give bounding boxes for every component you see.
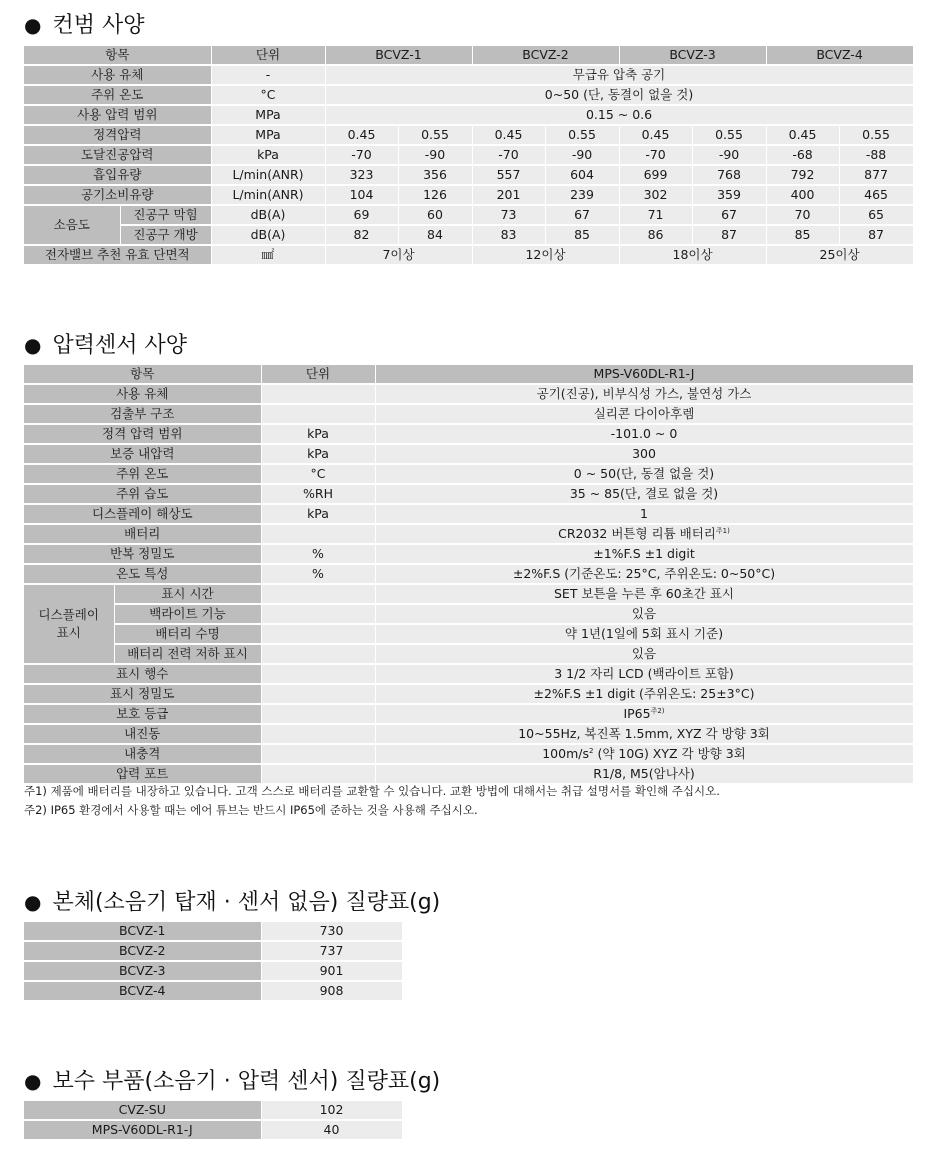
table-row xyxy=(24,941,402,961)
cell-value: 0.45 xyxy=(619,125,692,145)
bullet-icon: ● xyxy=(24,1069,42,1093)
table-row xyxy=(24,65,913,85)
row-value: 있음 xyxy=(375,644,913,664)
display-group-label-line2: 표시 xyxy=(56,625,81,640)
table-header-row xyxy=(24,365,913,384)
row-label: 배터리 xyxy=(24,524,261,544)
cell-value: 768 xyxy=(692,165,766,185)
cell-value: 65 xyxy=(839,205,913,225)
row-label: 사용 유체 xyxy=(24,384,261,404)
row-value xyxy=(375,704,913,724)
cell-value: 87 xyxy=(839,225,913,245)
row-unit xyxy=(261,704,375,724)
cell-value: 465 xyxy=(839,185,913,205)
table-row xyxy=(24,704,913,724)
row-unit: kPa xyxy=(261,444,375,464)
table-row xyxy=(24,424,913,444)
cell-value: -88 xyxy=(839,145,913,165)
model-cell: BCVZ-4 xyxy=(24,981,261,1001)
row-unit: kPa xyxy=(211,145,325,165)
row-label: 백라이트 기능 xyxy=(114,604,261,624)
cell-value: 0.45 xyxy=(325,125,398,145)
cell-value: 85 xyxy=(766,225,839,245)
shock-value-post: (약 10G) XYZ 각 방향 3회 xyxy=(593,746,746,761)
cell-value: 87 xyxy=(692,225,766,245)
row-unit: dB(A) xyxy=(211,225,325,245)
table-row xyxy=(24,744,913,764)
cell-value: 60 xyxy=(398,205,472,225)
row-label: 정격 압력 범위 xyxy=(24,424,261,444)
model-cell: BCVZ-3 xyxy=(24,961,261,981)
table-row xyxy=(24,604,913,624)
row-unit: L/min(ANR) xyxy=(211,165,325,185)
cell-value: 12이상 xyxy=(472,245,619,265)
table-row xyxy=(24,1101,402,1120)
table-row xyxy=(24,384,913,404)
row-label: 전자밸브 추천 유효 단면적 xyxy=(24,245,211,265)
row-label: 표시 정밀도 xyxy=(24,684,261,704)
row-value: 무급유 압축 공기 xyxy=(325,65,913,85)
weight-cell: 102 xyxy=(261,1101,402,1120)
row-value: 약 1년(1일에 5회 표시 기준) xyxy=(375,624,913,644)
row-unit: - xyxy=(211,65,325,85)
row-unit: L/min(ANR) xyxy=(211,185,325,205)
row-label: 내진동 xyxy=(24,724,261,744)
vacuum-spec-table xyxy=(24,46,914,266)
shock-value-pre: 100m/s xyxy=(542,746,589,761)
cell-value: 557 xyxy=(472,165,545,185)
weight-cell: 737 xyxy=(261,941,402,961)
section-title-parts-weight xyxy=(24,1068,440,1095)
row-label: 흡입유량 xyxy=(24,165,211,185)
cell-value: 85 xyxy=(545,225,619,245)
row-label: 사용 유체 xyxy=(24,65,211,85)
table-row xyxy=(24,444,913,464)
row-label: 표시 행수 xyxy=(24,664,261,684)
cell-value: 400 xyxy=(766,185,839,205)
footnote-1: 주1) 제품에 배터리를 내장하고 있습니다. 고객 스스로 배터리를 교환할 수 있습니다. 교환 방법에 대해서는 취급 설명서를 확인해 주십시오. xyxy=(24,784,720,798)
shock-value-sup: 2 xyxy=(589,746,594,755)
table-row xyxy=(24,1120,402,1140)
cell-value: -90 xyxy=(398,145,472,165)
row-unit: %RH xyxy=(261,484,375,504)
row-unit: kPa xyxy=(261,424,375,444)
row-unit: MPa xyxy=(211,125,325,145)
cell-value: 0.55 xyxy=(398,125,472,145)
section-title-text: 압력센서 사양 xyxy=(52,333,187,358)
header-unit: 단위 xyxy=(211,46,325,65)
table-row xyxy=(24,922,402,941)
row-label: 주위 습도 xyxy=(24,484,261,504)
cell-value: 302 xyxy=(619,185,692,205)
row-unit: MPa xyxy=(211,105,325,125)
section-title-body-weight xyxy=(24,889,440,916)
cell-value: 792 xyxy=(766,165,839,185)
cell-value: 18이상 xyxy=(619,245,766,265)
row-unit xyxy=(261,524,375,544)
row-label: 표시 시간 xyxy=(114,584,261,604)
protection-value: IP65 xyxy=(623,706,651,721)
cell-value: 201 xyxy=(472,185,545,205)
cell-value: 86 xyxy=(619,225,692,245)
model-cell: CVZ-SU xyxy=(24,1101,261,1120)
section-title-text: 컨범 사양 xyxy=(52,13,145,38)
cell-value: 0.45 xyxy=(472,125,545,145)
battery-value: CR2032 버튼형 리튬 배터리 xyxy=(558,526,716,541)
row-unit: dB(A) xyxy=(211,205,325,225)
table-row xyxy=(24,225,913,245)
table-row xyxy=(24,544,913,564)
cell-value: -70 xyxy=(325,145,398,165)
header-model: BCVZ-2 xyxy=(472,46,619,65)
cell-value: 699 xyxy=(619,165,692,185)
row-unit xyxy=(261,404,375,424)
row-unit xyxy=(261,584,375,604)
footnote-marker: 주1) xyxy=(715,526,730,535)
section-title-text: 본체(소음기 탑재 · 센서 없음) 질량표(g) xyxy=(52,890,441,915)
bullet-icon: ● xyxy=(24,333,42,357)
cell-value: 70 xyxy=(766,205,839,225)
row-unit xyxy=(261,724,375,744)
row-unit: °C xyxy=(261,464,375,484)
header-item: 항목 xyxy=(24,46,211,65)
row-label: 정격압력 xyxy=(24,125,211,145)
table-row xyxy=(24,245,913,265)
cell-value: 71 xyxy=(619,205,692,225)
header-item: 항목 xyxy=(24,365,261,384)
header-model: BCVZ-4 xyxy=(766,46,913,65)
footnote-marker: 주2) xyxy=(650,706,665,715)
bullet-icon: ● xyxy=(24,13,42,37)
cell-value: -70 xyxy=(472,145,545,165)
table-row xyxy=(24,624,913,644)
cell-value: 877 xyxy=(839,165,913,185)
row-unit: °C xyxy=(211,85,325,105)
cell-value: 0.55 xyxy=(692,125,766,145)
row-label: 온도 특성 xyxy=(24,564,261,584)
row-label: 공기소비유량 xyxy=(24,185,211,205)
row-value: 1 xyxy=(375,504,913,524)
row-label: 진공구 개방 xyxy=(120,225,211,245)
table-row xyxy=(24,764,913,784)
row-value: -101.0 ~ 0 xyxy=(375,424,913,444)
header-unit: 단위 xyxy=(261,365,375,384)
table-row xyxy=(24,664,913,684)
footnotes xyxy=(24,782,720,820)
table-row xyxy=(24,165,913,185)
table-row xyxy=(24,484,913,504)
footnote-2: 주2) IP65 환경에서 사용할 때는 에어 튜브는 반드시 IP65에 준하는 것을 사용해 주십시오. xyxy=(24,803,478,817)
row-value: R1/8, M5(암나사) xyxy=(375,764,913,784)
table-row xyxy=(24,145,913,165)
table-row xyxy=(24,524,913,544)
row-unit xyxy=(261,644,375,664)
row-unit xyxy=(261,384,375,404)
row-label: 진공구 막힘 xyxy=(120,205,211,225)
cell-value: -90 xyxy=(545,145,619,165)
cell-value: 239 xyxy=(545,185,619,205)
display-group-label-line1: 디스플레이 xyxy=(38,607,99,622)
table-row xyxy=(24,85,913,105)
row-label: 내충격 xyxy=(24,744,261,764)
cell-value: 323 xyxy=(325,165,398,185)
table-row xyxy=(24,564,913,584)
table-row xyxy=(24,125,913,145)
cell-value: 359 xyxy=(692,185,766,205)
cell-value: 0.55 xyxy=(545,125,619,145)
row-value: ±2%F.S (기준온도: 25°C, 주위온도: 0~50°C) xyxy=(375,564,913,584)
row-label: 사용 압력 범위 xyxy=(24,105,211,125)
table-row xyxy=(24,684,913,704)
table-row xyxy=(24,724,913,744)
cell-value: 82 xyxy=(325,225,398,245)
header-model: MPS-V60DL-R1-J xyxy=(375,365,913,384)
row-label: 주위 온도 xyxy=(24,85,211,105)
table-row xyxy=(24,504,913,524)
table-header-row xyxy=(24,46,913,65)
cell-value: 25이상 xyxy=(766,245,913,265)
table-row xyxy=(24,185,913,205)
row-unit xyxy=(261,684,375,704)
row-unit xyxy=(261,744,375,764)
cell-value: 7이상 xyxy=(325,245,472,265)
noise-group-label: 소음도 xyxy=(24,205,120,245)
row-value: SET 보튼을 누른 후 60초간 표시 xyxy=(375,584,913,604)
cell-value: 67 xyxy=(692,205,766,225)
row-label: 보호 등급 xyxy=(24,704,261,724)
cell-value: 67 xyxy=(545,205,619,225)
row-value: 300 xyxy=(375,444,913,464)
cell-value: 83 xyxy=(472,225,545,245)
row-label: 검출부 구조 xyxy=(24,404,261,424)
model-cell: BCVZ-2 xyxy=(24,941,261,961)
row-value: ±1%F.S ±1 digit xyxy=(375,544,913,564)
row-value: 0 ~ 50(단, 동결 없을 것) xyxy=(375,464,913,484)
weight-cell: 901 xyxy=(261,961,402,981)
row-value: 35 ~ 85(단, 결로 없을 것) xyxy=(375,484,913,504)
header-model: BCVZ-1 xyxy=(325,46,472,65)
row-value: ±2%F.S ±1 digit (주위온도: 25±3°C) xyxy=(375,684,913,704)
table-row xyxy=(24,205,913,225)
section-title-vacuum xyxy=(24,12,144,39)
cell-value: 126 xyxy=(398,185,472,205)
section-title-text: 보수 부품(소음기 · 압력 센서) 질량표(g) xyxy=(52,1069,441,1094)
table-row xyxy=(24,464,913,484)
weight-cell: 730 xyxy=(261,922,402,941)
table-row xyxy=(24,584,913,604)
cell-value: 104 xyxy=(325,185,398,205)
sensor-spec-table xyxy=(24,365,914,785)
row-label: 배터리 전력 저하 표시 xyxy=(114,644,261,664)
row-value xyxy=(375,744,913,764)
row-label: 반복 정밀도 xyxy=(24,544,261,564)
table-row xyxy=(24,981,402,1001)
table-row xyxy=(24,404,913,424)
cell-value: 84 xyxy=(398,225,472,245)
row-value: 0.15 ~ 0.6 xyxy=(325,105,913,125)
table-row xyxy=(24,644,913,664)
row-unit: % xyxy=(261,544,375,564)
row-label: 디스플레이 해상도 xyxy=(24,504,261,524)
row-value: 실리콘 다이아후렘 xyxy=(375,404,913,424)
row-unit xyxy=(261,624,375,644)
header-model: BCVZ-3 xyxy=(619,46,766,65)
cell-value: -68 xyxy=(766,145,839,165)
row-value: 있음 xyxy=(375,604,913,624)
display-group-label xyxy=(24,584,114,664)
row-value: 10~55Hz, 복진폭 1.5mm, XYZ 각 방향 3회 xyxy=(375,724,913,744)
row-value: 3 1/2 자리 LCD (백라이트 포함) xyxy=(375,664,913,684)
parts-weight-table xyxy=(24,1101,403,1141)
cell-value: -90 xyxy=(692,145,766,165)
row-label: 도달진공압력 xyxy=(24,145,211,165)
model-cell: BCVZ-1 xyxy=(24,922,261,941)
body-weight-table xyxy=(24,922,403,1002)
row-label: 보증 내압력 xyxy=(24,444,261,464)
cell-value: 73 xyxy=(472,205,545,225)
cell-value: 0.55 xyxy=(839,125,913,145)
section-title-sensor xyxy=(24,332,187,359)
cell-value: -70 xyxy=(619,145,692,165)
row-unit xyxy=(261,664,375,684)
row-unit: ㎟ xyxy=(211,245,325,265)
cell-value: 356 xyxy=(398,165,472,185)
row-unit xyxy=(261,604,375,624)
row-label: 주위 온도 xyxy=(24,464,261,484)
row-unit xyxy=(261,764,375,784)
row-value xyxy=(375,524,913,544)
row-value: 공기(진공), 비부식성 가스, 불연성 가스 xyxy=(375,384,913,404)
row-unit: kPa xyxy=(261,504,375,524)
row-label: 압력 포트 xyxy=(24,764,261,784)
weight-cell: 40 xyxy=(261,1120,402,1140)
bullet-icon: ● xyxy=(24,890,42,914)
model-cell: MPS-V60DL-R1-J xyxy=(24,1120,261,1140)
cell-value: 0.45 xyxy=(766,125,839,145)
weight-cell: 908 xyxy=(261,981,402,1001)
row-label: 배터리 수명 xyxy=(114,624,261,644)
cell-value: 69 xyxy=(325,205,398,225)
table-row xyxy=(24,105,913,125)
table-row xyxy=(24,961,402,981)
row-value: 0~50 (단, 동결이 없을 것) xyxy=(325,85,913,105)
cell-value: 604 xyxy=(545,165,619,185)
row-unit: % xyxy=(261,564,375,584)
